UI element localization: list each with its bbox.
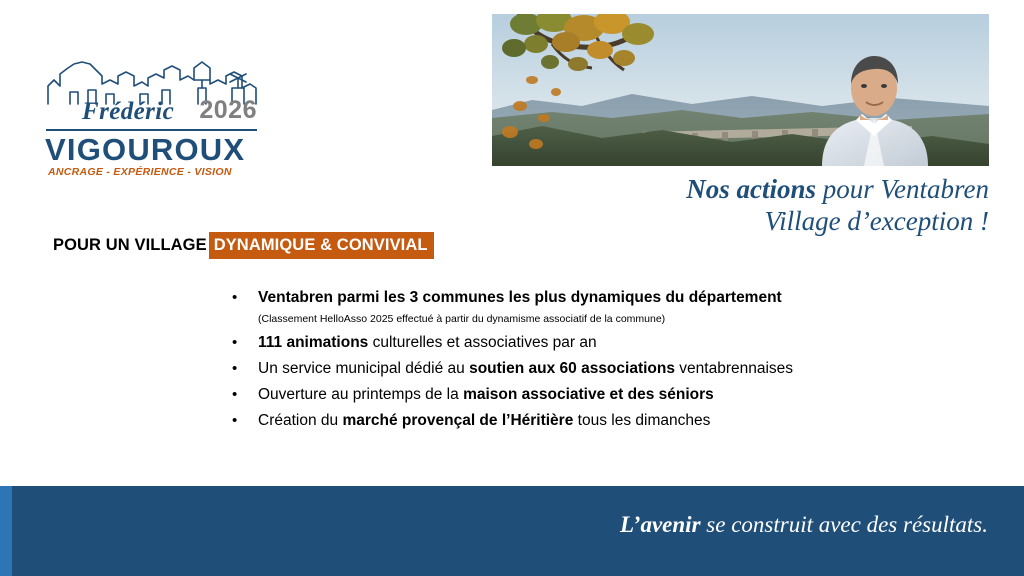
headline-line-2: Village d’exception ! [764, 205, 989, 236]
footer-accent-stripe [0, 486, 12, 576]
header-photo [492, 14, 989, 166]
logo-first-name: Frédéric [82, 98, 175, 125]
footer-slogan-bold: L’avenir [620, 512, 701, 537]
bullet-icon: • [232, 386, 238, 403]
list-item-bold-3: maison associative et des séniors [463, 386, 714, 403]
list-item-text [258, 331, 597, 355]
bullet-icon: • [232, 360, 238, 377]
logo-year: 2026 [199, 96, 257, 124]
list-item-text [258, 383, 714, 407]
list-item-bold-2: soutien aux 60 associations [469, 360, 675, 377]
list-item-note: (Classement HelloAsso 2025 effectué à partir du dynamisme associatif de la commune) [258, 313, 666, 325]
logo-tagline: ANCRAGE - EXPÉRIENCE - VISION [48, 166, 232, 178]
list-item [232, 409, 972, 433]
footer-slogan-rest: se construit avec des résultats. [700, 512, 988, 537]
list-item-bold-0: Ventabren parmi les 3 communes les plus dynamiques du département [258, 289, 782, 306]
list-item-plain-2b: ventabrennaises [674, 360, 794, 377]
section-title-highlight: DYNAMIQUE & CONVIVIAL [209, 232, 434, 259]
list-item [232, 383, 972, 407]
list-item-plain-3: Ouverture au printemps de la [258, 386, 464, 403]
list-item [232, 331, 972, 355]
bullet-icon: • [232, 289, 238, 306]
bullet-icon: • [232, 412, 238, 429]
list-item-plain-1: culturelles et associatives par an [368, 334, 597, 351]
list-item-bold-4: marché provençal de l’Héritière [342, 412, 574, 429]
headline-line-1 [369, 174, 989, 206]
list-item-text [258, 357, 793, 381]
logo-divider [46, 129, 257, 131]
list-item-bold-1: 111 animations [258, 334, 369, 351]
list-item-text [258, 409, 710, 433]
campaign-logo [44, 50, 259, 178]
logo-last-name: VIGOUROUX [45, 132, 246, 167]
headline-line-1-rest: pour Ventabren [816, 174, 989, 204]
list-item [232, 357, 972, 381]
section-title-prefix: POUR UN VILLAGE [53, 236, 207, 254]
section-title [53, 232, 434, 259]
footer-bar [0, 486, 1024, 576]
list-item-plain-4b: tous les dimanches [573, 412, 711, 429]
list-item-plain-4a: Création du [258, 412, 343, 429]
bullet-icon: • [232, 334, 238, 351]
list-item-text [258, 286, 782, 310]
list-item [232, 286, 972, 310]
footer-slogan [620, 512, 988, 538]
list-item-plain-2a: Un service municipal dédié au [258, 360, 470, 377]
headline-line-1-bold: Nos actions [686, 174, 817, 204]
headline [369, 174, 989, 238]
bullet-list [232, 286, 972, 435]
